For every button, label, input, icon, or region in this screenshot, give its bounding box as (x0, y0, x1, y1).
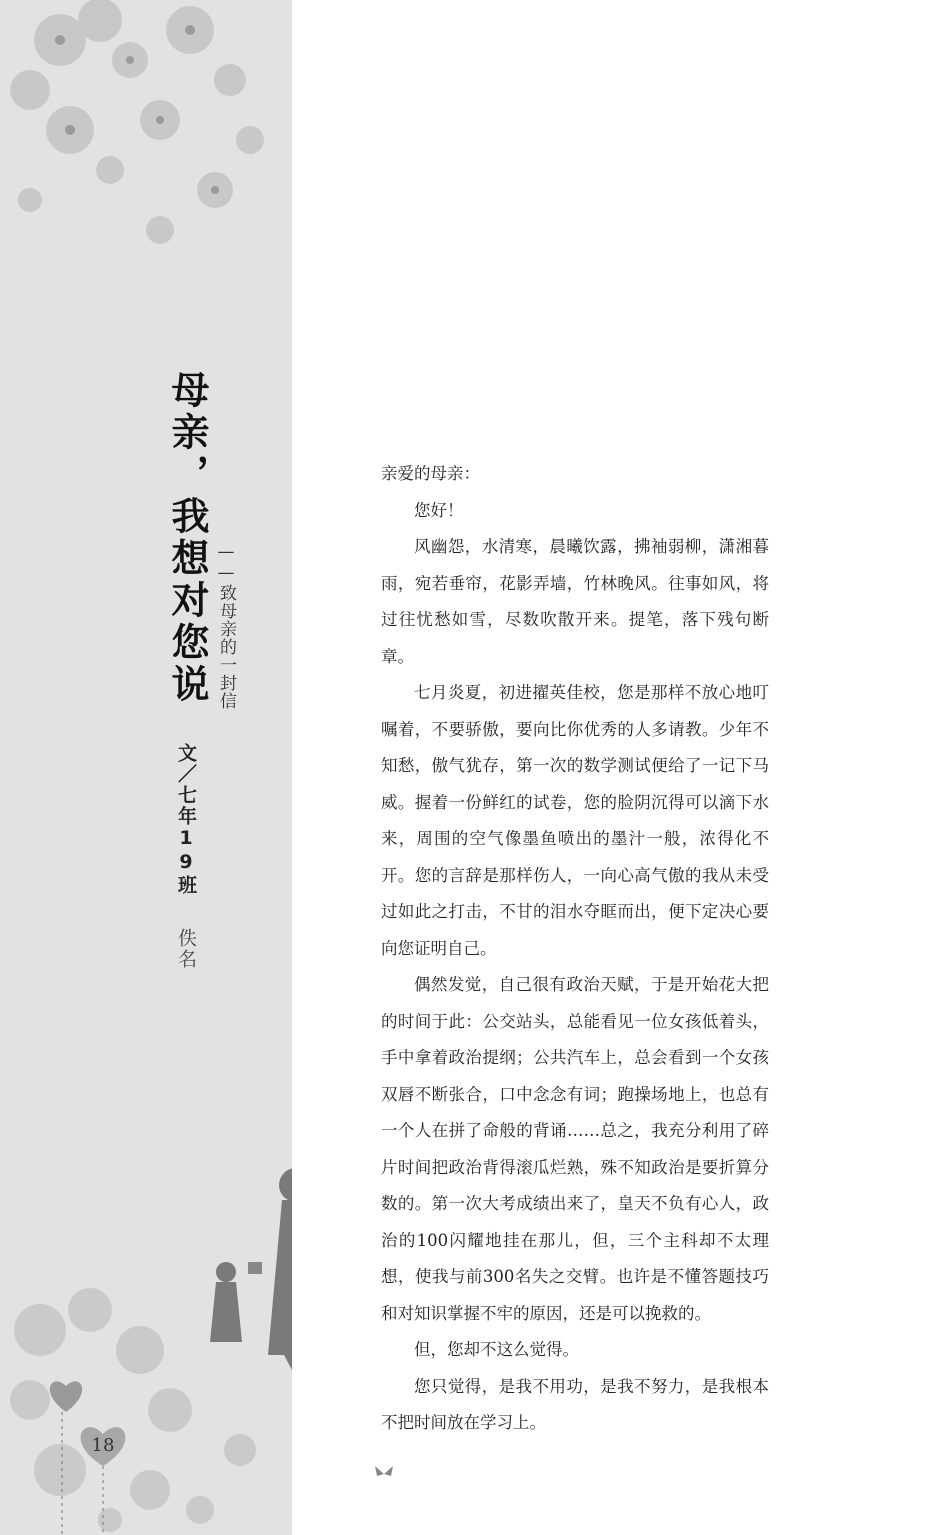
author-name: 佚名 (175, 928, 197, 970)
letter-paragraph: 七月炎夏，初进擢英佳校，您是那样不放心地叮嘱着，不要骄傲，要向比你优秀的人多请教。少年不知愁，傲气犹存，第一次的数学测试便给了一记下马威。握着一份鲜红的试卷，您的脸阴沉得可以滴下水来，周围的空气像墨鱼喷出的墨汁一般，浓得化不开。您的言辞是那样伤人，一向心高气傲的我从未受过如此之打击，不甘的泪水夺眶而出，便下定决心要向您证明自己。 (381, 683, 769, 958)
letter-paragraph: 风幽怨，水清寒，晨曦饮露，拂袖弱柳，潇湘暮雨，宛若垂帘，花影弄墙，竹林晚风。往事如风，将过往忧愁如雪，尽数吹散开来。提笔，落下残句断章。 (381, 537, 769, 666)
butterfly-icon (372, 1462, 396, 1486)
author-label: 文／七年19班 (175, 743, 197, 896)
article-subtitle: ——致母亲的一封信 (216, 542, 236, 710)
letter-paragraph: 您好！ (414, 500, 464, 520)
letter-salutation: 亲爱的母亲： (381, 464, 480, 483)
letter-paragraph: 但，您却不这么觉得。 (414, 1340, 579, 1359)
floral-decoration (0, 0, 292, 1535)
letter-paragraph: 您只觉得，是我不用功，是我不努力，是我根本不把时间放在学习上。 (381, 1376, 769, 1432)
letter-paragraph: 偶然发觉，自己很有政治天赋，于是开始花大把的时间于此：公交站头，总能看见一位女孩低着头，手中拿着政治提纲；公共汽车上，总会看到一个女孩双唇不断张合，口中念念有词；跑操场地上，也总有一个人在拼了命般的背诵……总之，我充分利用了碎片时间把政治背得滚瓜烂熟，殊不知政治是要折算分数的。第一次大考成绩出来了，皇天不负有心人，政治的100闪耀地挂在那儿，但，三个主科却不太理想，使我与前300名失之交臂。也许是不懂答题技巧和对知识掌握不牢的原因，还是可以挽救的。 (381, 975, 769, 1323)
letter-body (381, 456, 769, 1442)
sidebar-panel (0, 0, 292, 1535)
byline (173, 743, 200, 970)
flowers-top (10, 0, 264, 244)
page-number: 18 (91, 1435, 115, 1456)
article-title: 母亲，我想对您说 (165, 370, 209, 706)
heart-icon (50, 1381, 82, 1412)
mother-child-silhouette (210, 1168, 292, 1370)
